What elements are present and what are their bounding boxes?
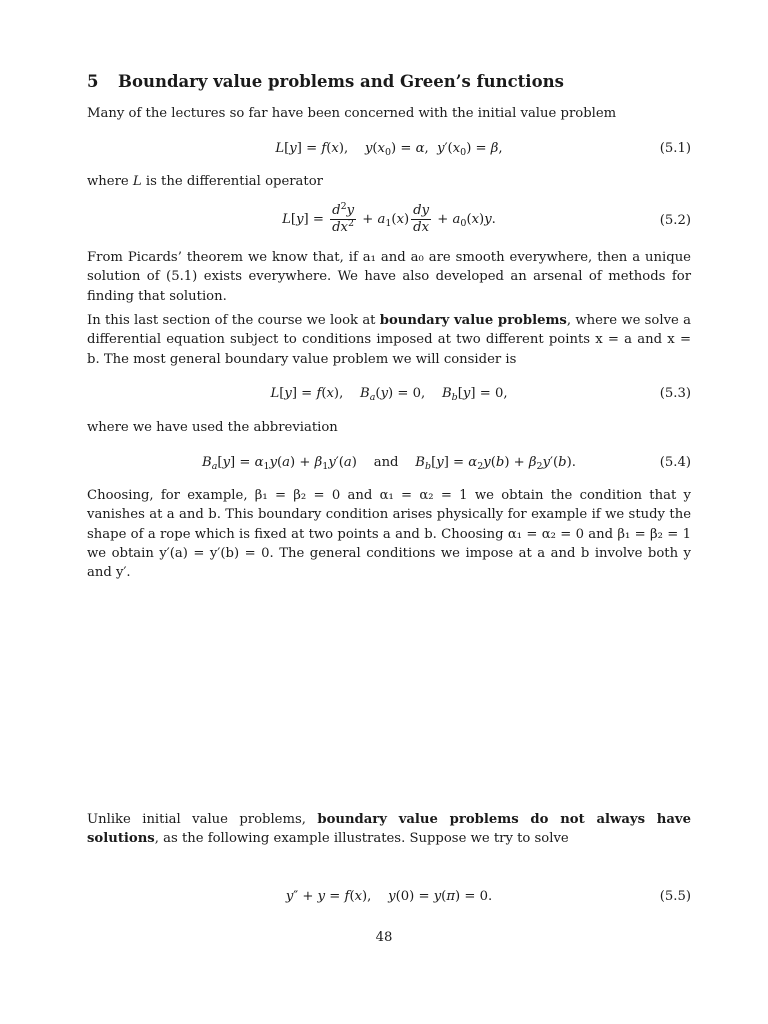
equation-5-3-body: L[y] = f(x), $B_a(y) = 0$, $B_b[y] = 0$,	[270, 386, 508, 403]
section-title: Boundary value problems and Green’s functions	[118, 72, 564, 91]
page-number: 48	[375, 930, 393, 945]
equation-number-5-5: (5.5)	[659, 889, 691, 904]
equation-number-5-2: (5.2)	[659, 213, 691, 228]
paragraph-abbreviation: where we have used the abbreviation	[87, 420, 338, 435]
operator-intro-prefix: where	[87, 174, 129, 189]
paragraph-bvp-intro	[87, 311, 691, 369]
equation-5-4	[87, 453, 691, 483]
bvp-intro-after: , where we solve a differential equation subject to conditions imposed at two different points x = a and x = b. The most general boundary value problem we will consider is	[87, 313, 691, 367]
operator-intro-suffix: is the differential operator	[145, 174, 323, 189]
no-solutions-before: Unlike initial value problems,	[87, 812, 306, 827]
equation-5-2	[87, 202, 691, 242]
equation-number-5-3: (5.3)	[659, 386, 691, 401]
paragraph-intro: Many of the lectures so far have been concerned with the initial value problem	[87, 106, 617, 121]
fraction-d2y-dx2: $\frac{d^2y}{dx^2}$	[332, 201, 355, 235]
no-solutions-after: , as the following example illustrates. Suppose we try to solve	[154, 831, 569, 847]
section-heading	[87, 71, 691, 93]
fraction-dy-dx: $\frac{dy}{dx}$	[413, 203, 430, 235]
paragraph-boundary-conditions: Choosing, for example, β₁ = β₂ = 0 and α₁ = α₂ = 1 we obtain the condition that y vanishes at a and b. This boundary condition arises physically for example if we study the shape of a rope which is fixed at two points a and b. Choosing α₁ = α₂ = 0 and β₁ = β₂ = 1 we obtain y′(a) = y′(b) = 0. The general conditions we impose at a and b involve both y and y′.	[87, 488, 691, 581]
equation-number-5-1: (5.1)	[659, 141, 691, 156]
equation-5-5-body: y″ + y = f(x), y(0) = y(π) = 0.	[285, 889, 493, 904]
equation-5-5	[87, 887, 691, 917]
equation-5-4-body: $B_a[y] = \alpha_1y(a) + \beta_1y'(a)$ and $B_b[y] = \alpha_2y(b) + \beta_2y'(b)$.	[202, 455, 576, 472]
equation-5-4-and: and	[373, 455, 399, 470]
equation-5-1-body: L[y] = f(x), $y(x_0) = \alpha$, $y'(x_0) = \beta$,	[275, 141, 503, 158]
equation-5-1	[87, 139, 691, 169]
bvp-intro-before: In this last section of the course we look at	[87, 313, 376, 328]
paragraph-operator-intro	[87, 172, 691, 191]
operator-intro-variable: L	[132, 174, 142, 189]
equation-5-3	[87, 384, 691, 414]
equation-number-5-4: (5.4)	[659, 455, 691, 470]
equation-5-2-body: L[y] = $\frac{d^2y}{dx^2}$ + $a_1(x)$ $\frac{dy}{dx}$ + $a_0(x)y$.	[282, 201, 496, 235]
paragraph-picard: From Picards’ theorem we know that, if a₁ and a₀ are smooth everywhere, then a unique solution of (5.1) exists everywhere. We have also developed an arsenal of methods for finding that solution.	[87, 250, 691, 304]
section-number: 5	[87, 72, 99, 91]
bvp-intro-bold: boundary value problems	[379, 313, 567, 328]
no-solutions-bold: boundary value problems do not always have solutions	[87, 812, 691, 847]
paragraph-no-solutions	[87, 810, 691, 849]
